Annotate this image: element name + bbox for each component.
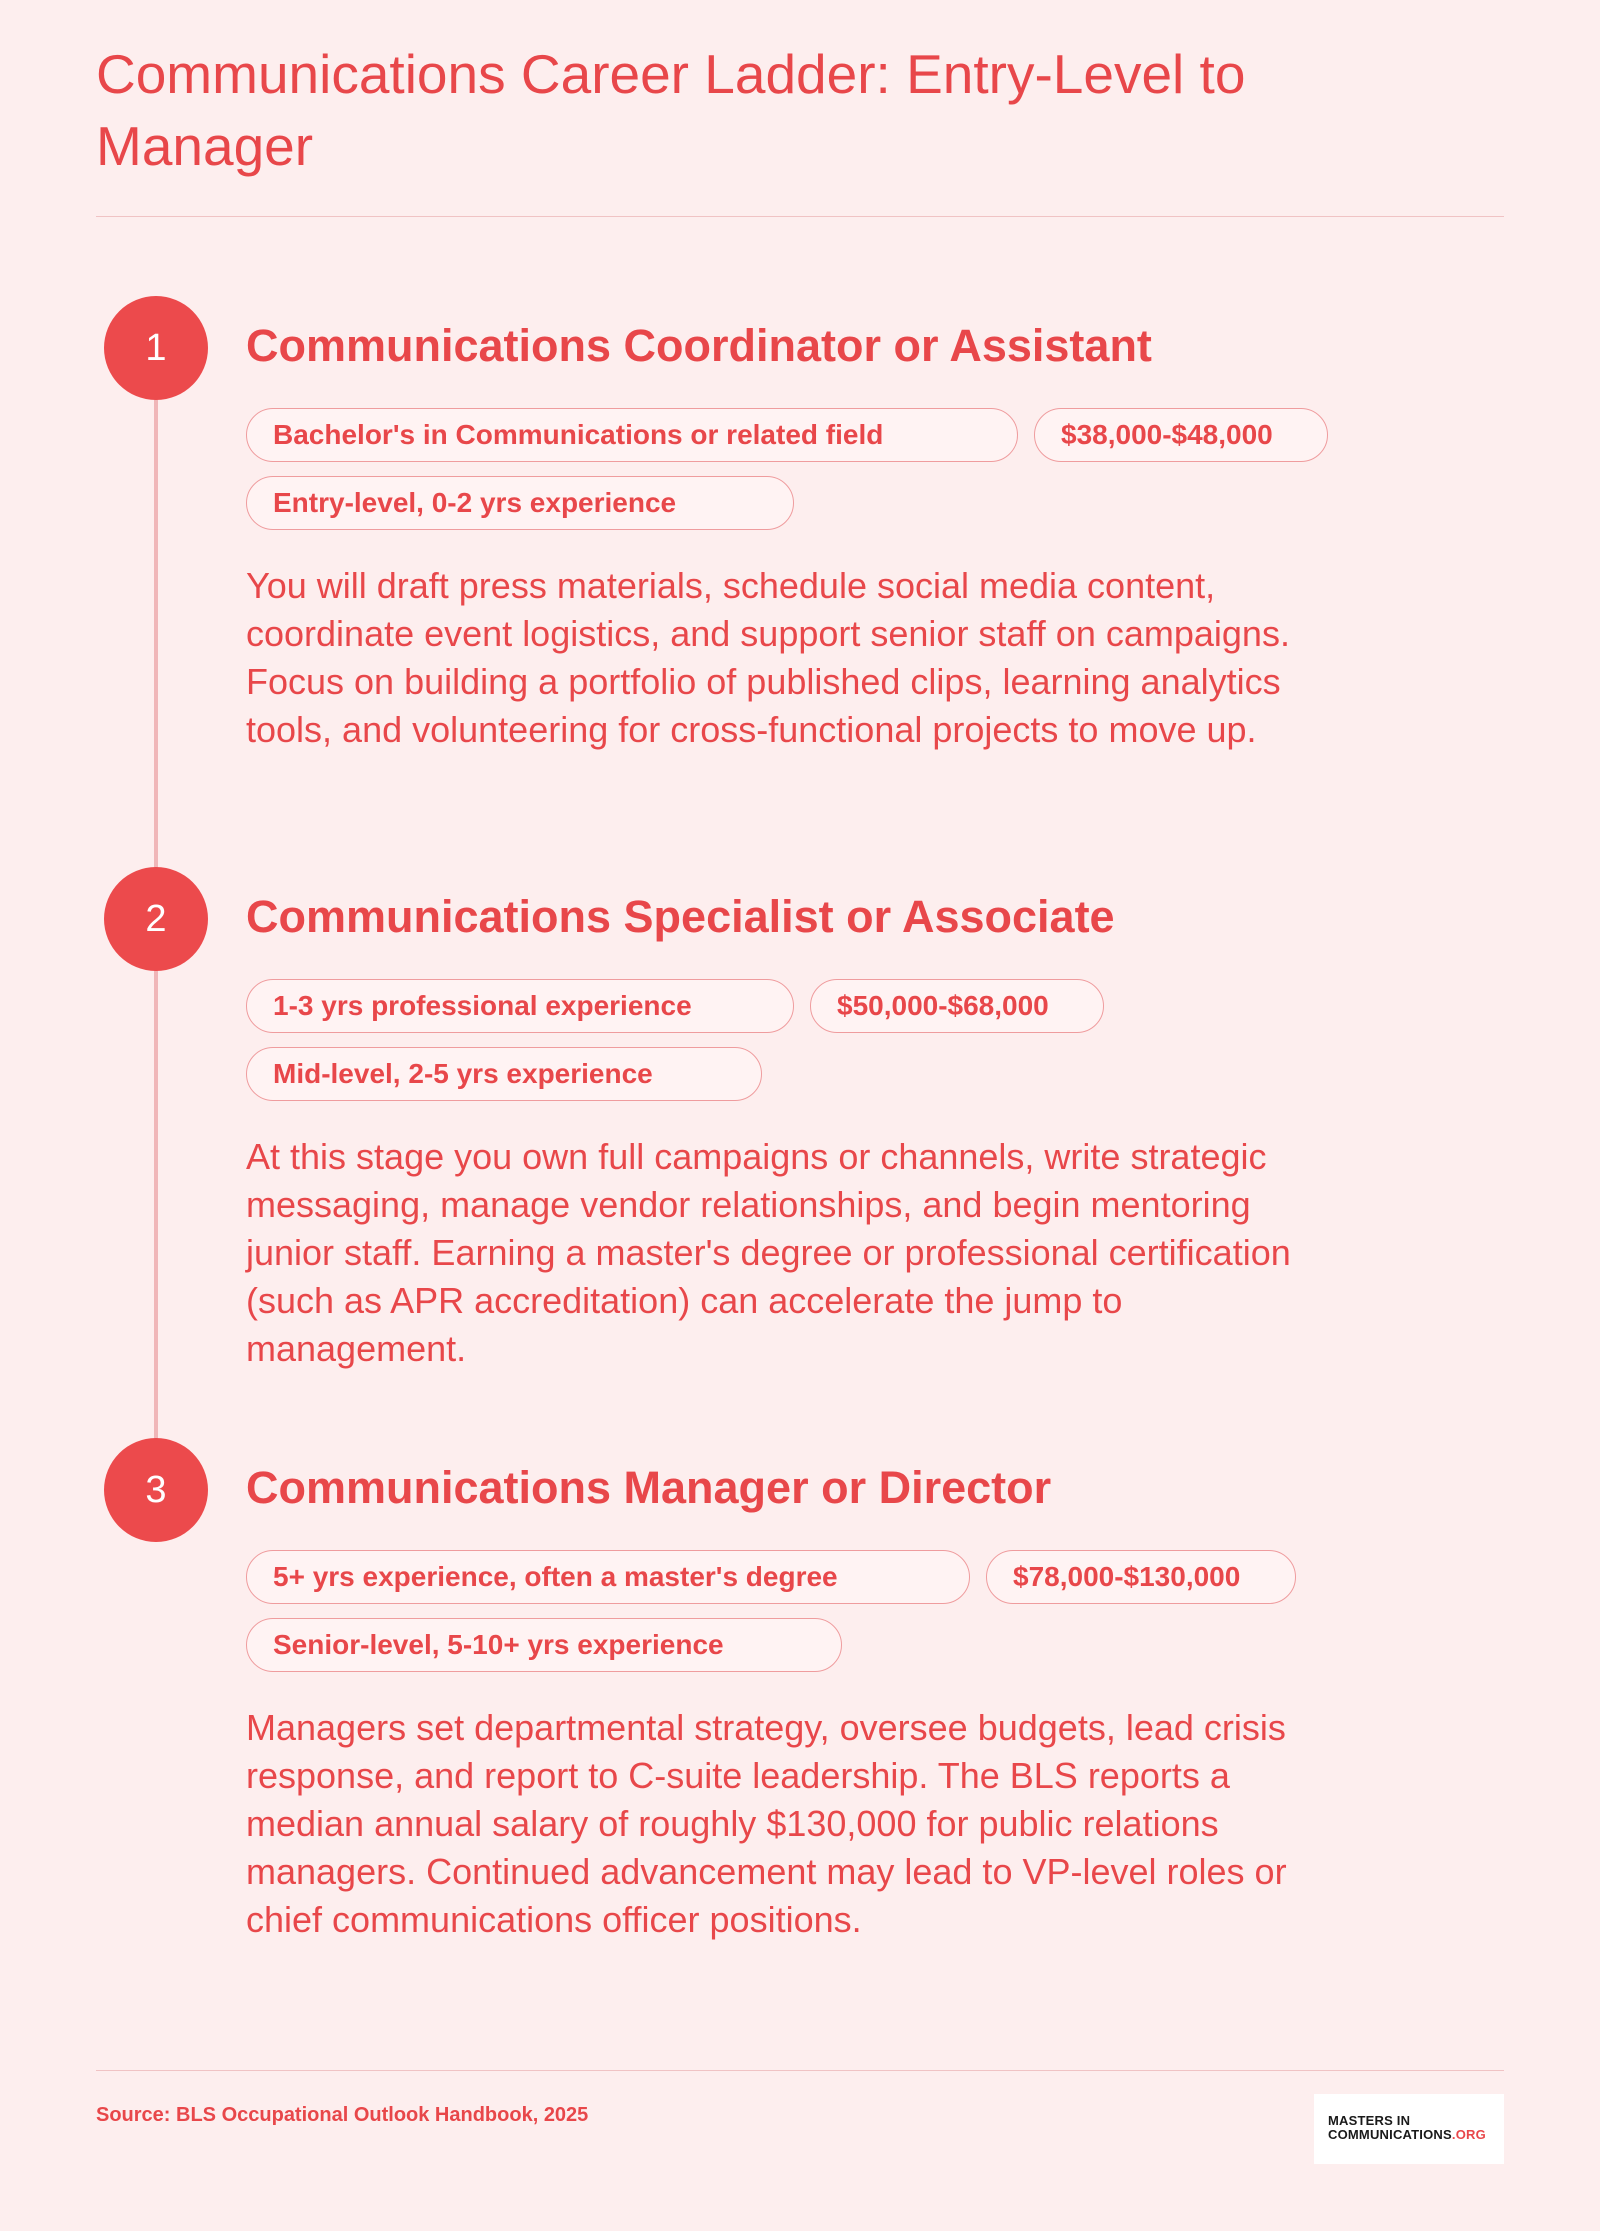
level-tag: Mid-level, 2-5 yrs experience xyxy=(246,1047,762,1101)
level-tag: Senior-level, 5-10+ yrs experience xyxy=(246,1618,842,1672)
page-title: Communications Career Ladder: Entry-Level to Manager xyxy=(96,43,1246,177)
step-title: Communications Specialist or Associate xyxy=(246,891,1115,942)
step-number-badge: 3 xyxy=(104,1438,208,1542)
logo-line-2: COMMUNICATIONS.ORG xyxy=(1328,2127,1486,2142)
footer-divider xyxy=(96,2070,1504,2071)
step-number-badge: 2 xyxy=(104,867,208,971)
salary-tag: $50,000-$68,000 xyxy=(810,979,1104,1033)
salary-tag: $78,000-$130,000 xyxy=(986,1550,1296,1604)
step-title: Communications Manager or Director xyxy=(246,1462,1052,1513)
step-description: At this stage you own full campaigns or channels, write strategic messaging, manage vendor relationships, and begin mentoring junior staff. Earning a master's degree or professional certification (such as APR accreditation) can accelerate the jump to management. xyxy=(246,1136,1291,1369)
masters-in-communications-logo xyxy=(1314,2094,1504,2164)
level-tag: Entry-level, 0-2 yrs experience xyxy=(246,476,794,530)
header-divider xyxy=(96,216,1504,217)
step-number-badge: 1 xyxy=(104,296,208,400)
source-note: Source: BLS Occupational Outlook Handbook, 2025 xyxy=(96,2104,589,2126)
education-tag: 1-3 yrs professional experience xyxy=(246,979,794,1033)
salary-tag: $38,000-$48,000 xyxy=(1034,408,1328,462)
step-title: Communications Coordinator or Assistant xyxy=(246,320,1152,371)
step-description: Managers set departmental strategy, oversee budgets, lead crisis response, and report to C-suite leadership. The BLS reports a median annual salary of roughly $130,000 for public relations managers. Continued advancement may lead to VP-level roles or chief communications officer positions. xyxy=(246,1707,1287,1940)
logo-line-1: MASTERS IN xyxy=(1328,2113,1411,2128)
step-description: You will draft press materials, schedule social media content, coordinate event logistics, and support senior staff on campaigns. Focus on building a portfolio of published clips, learning analytics tools, and volunteering for cross-functional projects to move up. xyxy=(246,565,1290,750)
education-tag: 5+ yrs experience, often a master's degree xyxy=(246,1550,970,1604)
education-tag: Bachelor's in Communications or related field xyxy=(246,408,1018,462)
